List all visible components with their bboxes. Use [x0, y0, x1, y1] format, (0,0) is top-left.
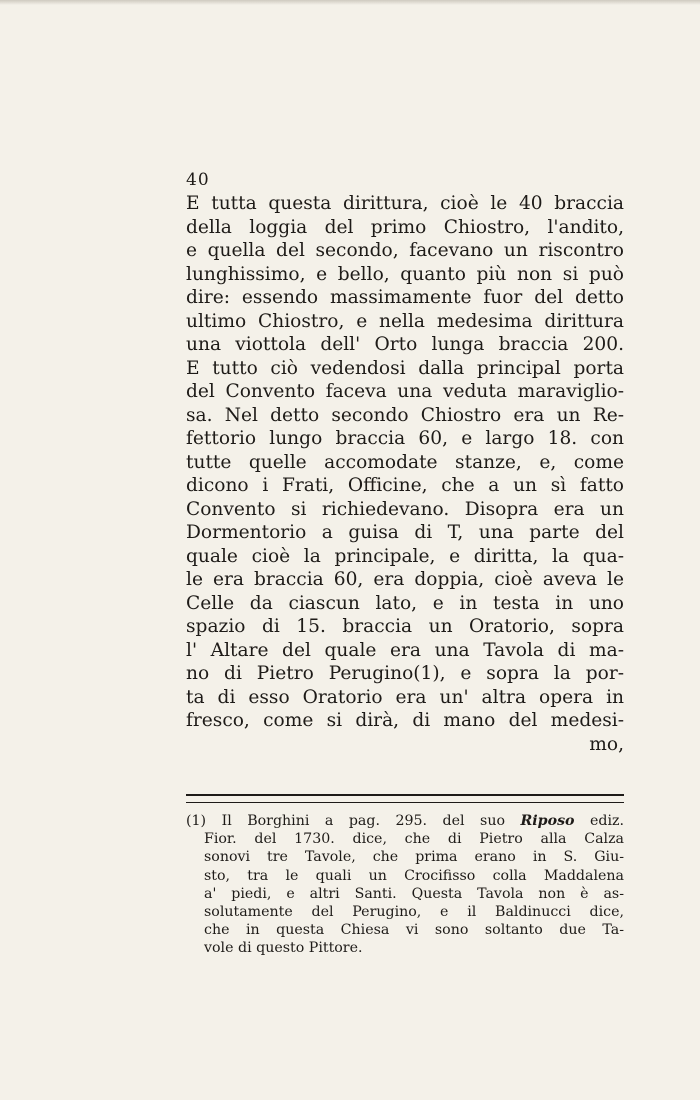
footnote-divider: [186, 794, 624, 796]
footnote-line: [186, 812, 624, 830]
text-line: spazio di 15. braccia un Oratorio, sopra: [186, 616, 624, 637]
text-line: della loggia del primo Chiostro, l'andito,: [186, 216, 624, 238]
text-line: ultimo Chiostro, e nella medesima dirittura: [186, 310, 624, 332]
footnote-line: sto, tra le quali un Crocifisso colla Maddalena: [204, 867, 624, 884]
text-line: no di Pietro Perugino(1), e sopra la por-: [186, 663, 624, 684]
footnote: [186, 812, 624, 958]
footnote-italic-title: Riposo: [520, 813, 575, 829]
footnote-line: vole di questo Pittore.: [204, 940, 363, 957]
text-line: E tutta questa dirittura, cioè le 40 braccia: [186, 193, 624, 214]
text-line: Dormentorio a guisa di T, una parte del: [186, 522, 624, 543]
footnote-text: (1) Il Borghini a pag. 295. del suo: [186, 813, 521, 829]
text-line: quale cioè la principale, e diritta, la qua-: [186, 545, 624, 567]
text-line: fresco, come si dirà, di mano del medesi-: [186, 710, 624, 731]
footnote-text: ediz.: [574, 813, 625, 829]
text-line: Celle da ciascun lato, e in testa in uno: [186, 592, 624, 614]
footnote-line: che in questa Chiesa vi sono soltanto due Ta-: [204, 922, 624, 939]
footnote-line: sonovi tre Tavole, che prima erano in S. Giu-: [204, 849, 624, 866]
footnote-divider-thin: [186, 802, 624, 803]
text-line: del Convento faceva una veduta maraviglio-: [186, 381, 624, 402]
text-line: fettorio lungo braccia 60, e largo 18. con: [186, 428, 624, 449]
footnote-line: solutamente del Perugino, e il Baldinucci dice,: [204, 903, 624, 920]
footnote-line: a' piedi, e altri Santi. Questa Tavola non è as-: [204, 885, 624, 902]
page-top-edge: [0, 0, 700, 5]
text-line: tutte quelle accomodate stanze, e, come: [186, 451, 624, 473]
page-number: 40: [186, 170, 210, 190]
text-line: sa. Nel detto secondo Chiostro era un Re-: [186, 404, 624, 426]
text-line: ta di esso Oratorio era un' altra opera in: [186, 686, 624, 708]
text-line: e quella del secondo, facevano un riscontro: [186, 240, 624, 261]
text-line: E tutto ciò vedendosi dalla principal porta: [186, 357, 624, 379]
footnote-line: Fior. del 1730. dice, che di Pietro alla Calza: [204, 831, 624, 848]
text-line: dire: essendo massimamente fuor del detto: [186, 287, 624, 308]
text-line: Convento si richiedevano. Disopra era un: [186, 498, 624, 520]
text-line: una viottola dell' Orto lunga braccia 200.: [186, 334, 624, 355]
text-line: l' Altare del quale era una Tavola di ma-: [186, 639, 624, 661]
text-line: lunghissimo, e bello, quanto più non si può: [186, 263, 624, 285]
catchword: mo,: [589, 733, 624, 755]
text-line: le era braccia 60, era doppia, cioè aveva le: [186, 569, 624, 590]
body-text: [186, 192, 624, 756]
text-line: dicono i Frati, Officine, che a un sì fatto: [186, 475, 624, 496]
